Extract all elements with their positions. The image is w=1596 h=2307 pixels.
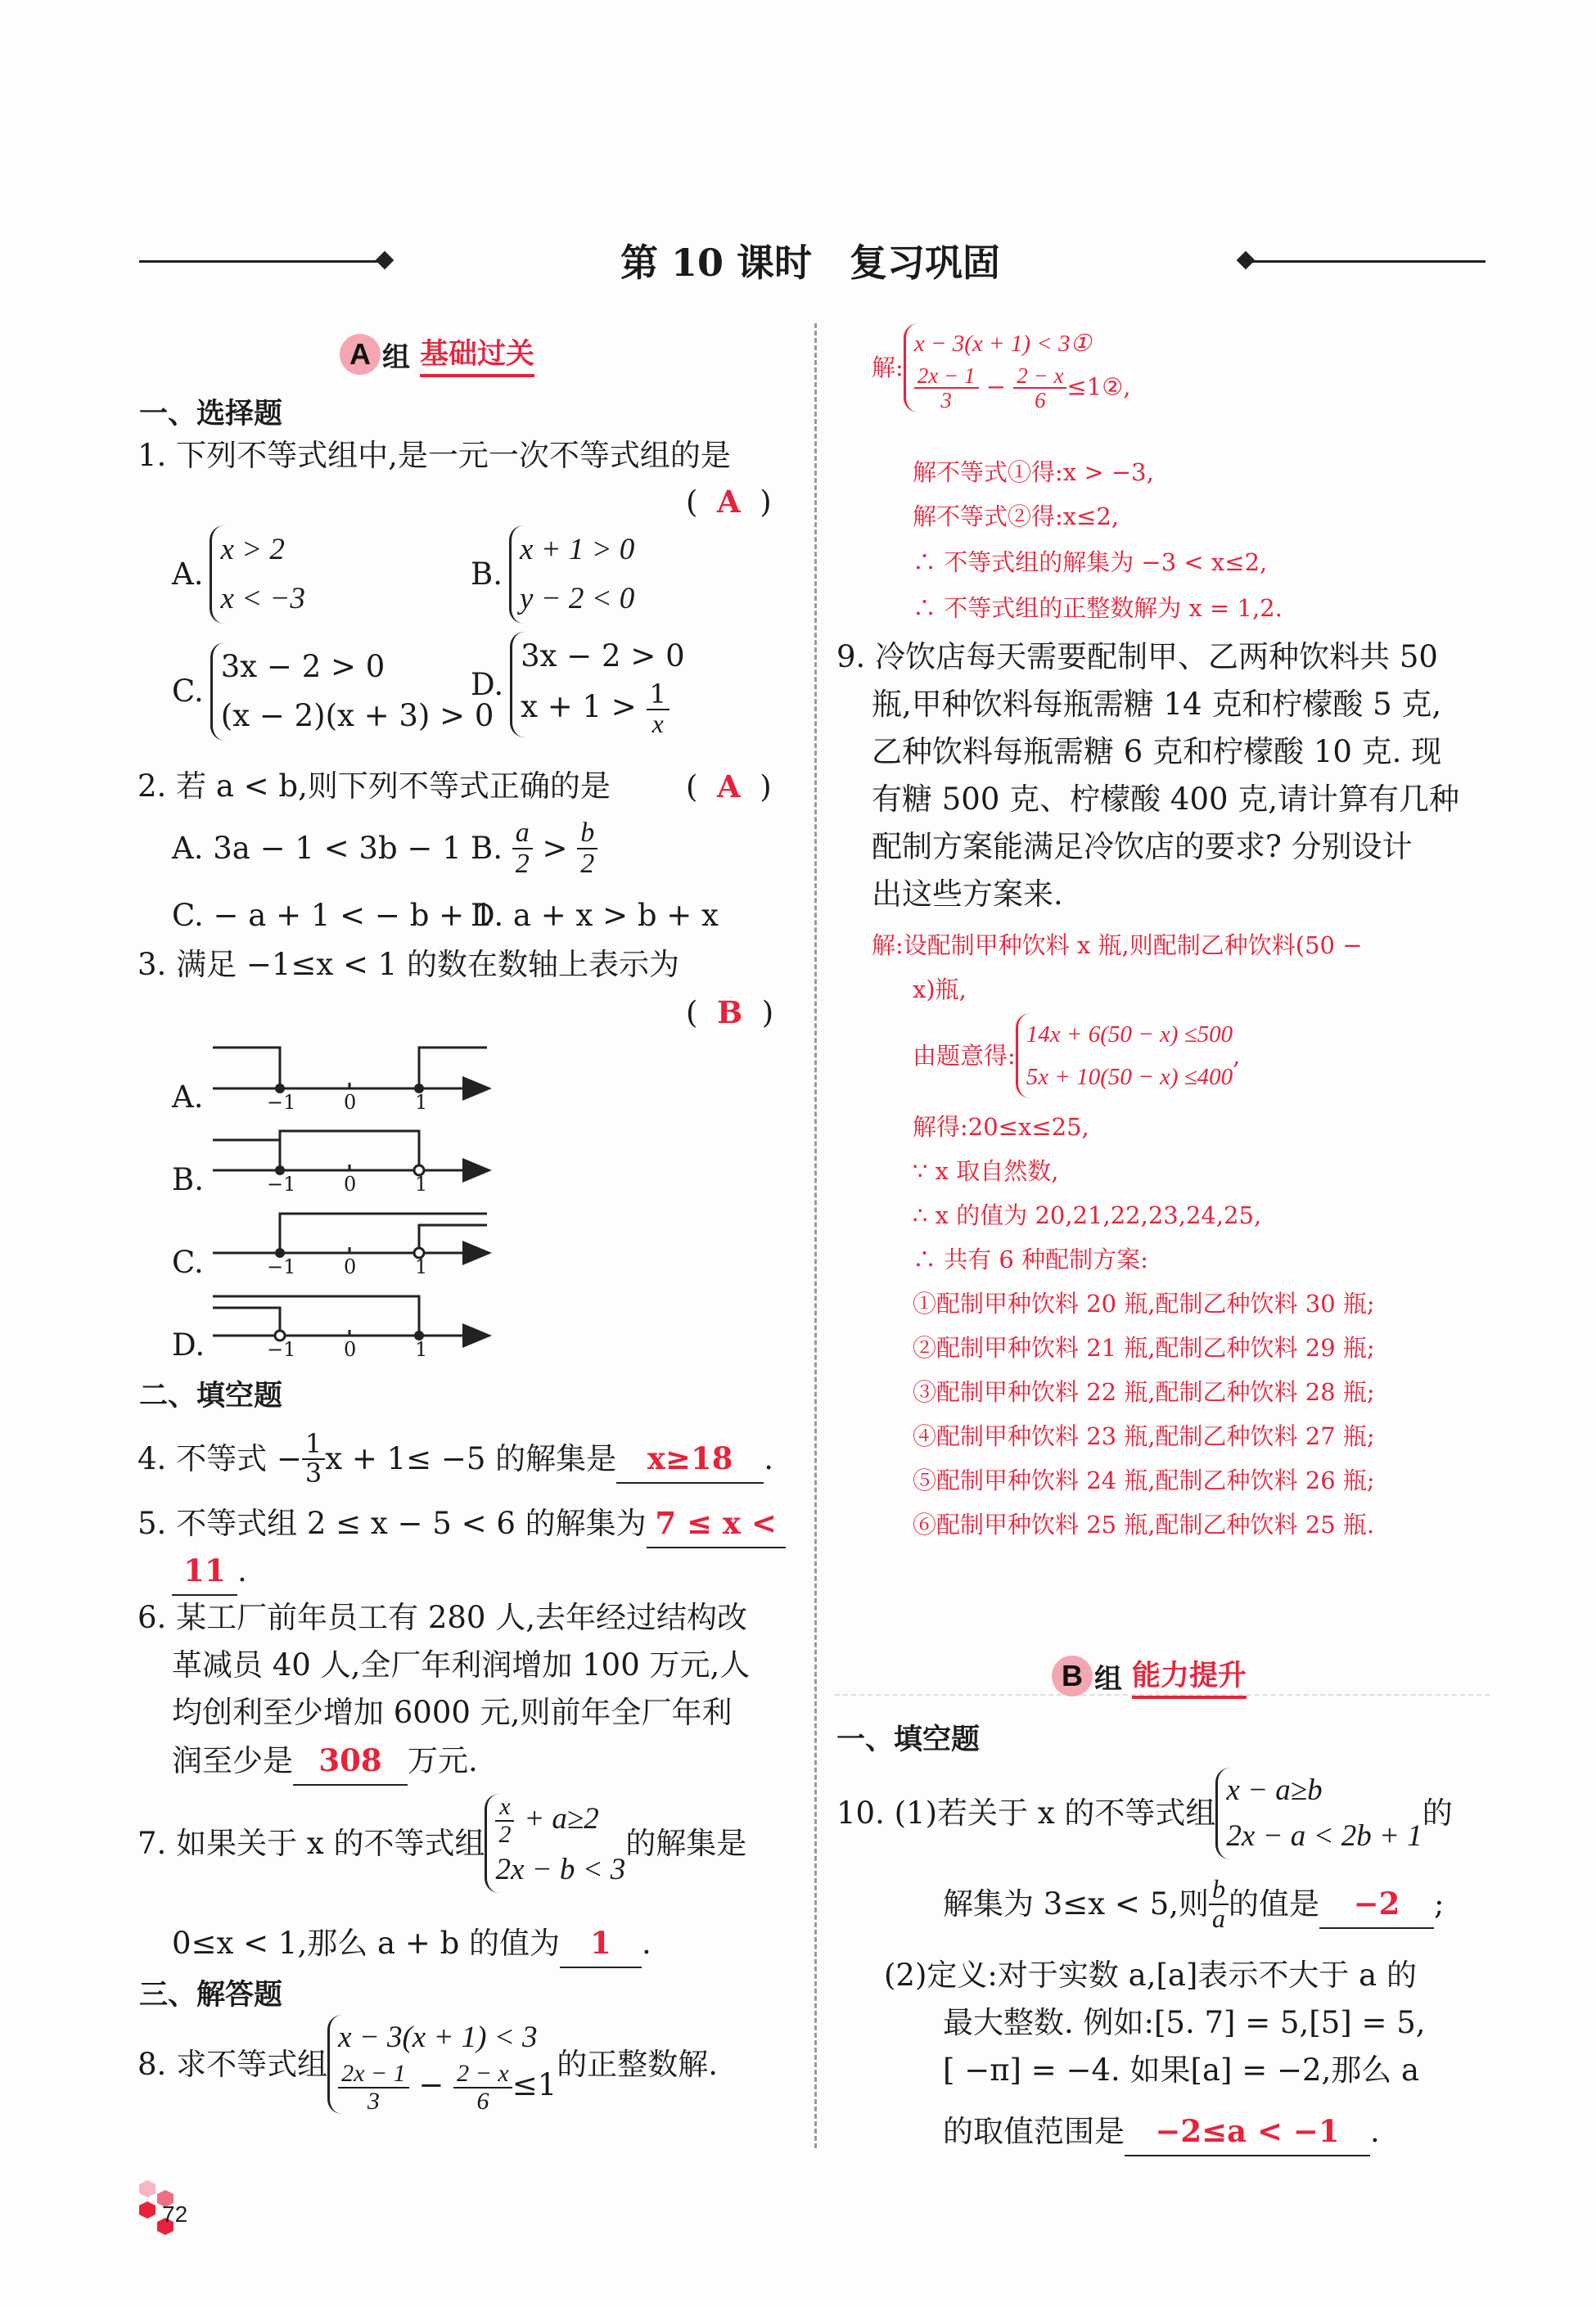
q8-rest: ≤1 xyxy=(512,2067,557,2102)
group-a-badge xyxy=(340,331,534,377)
q1-a-eq1: x > 2 xyxy=(220,533,285,566)
q8-solution-system: 解: x − 3(x + 1) < 3① $\frac{2x - 1}{3}$ − $\frac{2 - x}{6}$ ≤1②, xyxy=(872,323,1130,412)
q2-option-a: A. 3a − 1 < 3b − 1 xyxy=(172,831,462,866)
tick-1: 1 xyxy=(415,1173,428,1196)
q9-plan-4: ④配制甲种饮料 23 瓶,配制乙种饮料 27 瓶; xyxy=(913,1422,1375,1450)
q9-sys-comma: , xyxy=(1233,1042,1241,1070)
q8: 8. 求不等式组 x − 3(x + 1) < 3 $\frac{2x - 1}{3}$ − $\frac{2 - x}{6}$ ≤1 的正整数解. xyxy=(138,2015,718,2114)
q7-line2-text: 0≤x < 1,那么 a + b 的值为 xyxy=(172,1926,561,1961)
q10-part1-line2 xyxy=(943,1876,1444,1932)
group-b-letter: B xyxy=(1052,1656,1093,1696)
q1-stem: 1. 下列不等式组中,是一元一次不等式组的是 xyxy=(138,438,731,473)
q9-plan-6: ⑥配制甲种饮料 25 瓶,配制乙种饮料 25 瓶. xyxy=(913,1511,1375,1539)
numline-a xyxy=(213,1048,487,1093)
q9-step-4: ∴ 共有 6 种配制方案: xyxy=(913,1246,1148,1273)
q10-p2-line-4 xyxy=(943,2107,1380,2156)
header-line-left xyxy=(139,260,389,263)
q9-sol-1: 解:设配制甲种饮料 x 瓶,则配制乙种饮料(50 − xyxy=(872,931,1363,959)
q10-p1-line2-post: 的值是 xyxy=(1229,1886,1319,1922)
q8-step-3: ∴ 不等式组的解集为 −3 < x≤2, xyxy=(913,548,1268,576)
q9-step-1: 解得:20≤x≤25, xyxy=(913,1113,1089,1141)
q8-sol-f2-den: 6 xyxy=(1035,388,1046,413)
q7-eq2: 2x − b < 3 xyxy=(495,1853,626,1886)
section-choice: 一、选择题 xyxy=(139,398,283,430)
q7-eq1-rest: + a≥2 xyxy=(524,1802,599,1836)
q2-b-gt: > xyxy=(542,830,568,866)
q10-p1-line2-pre: 解集为 3≤x < 5,则 xyxy=(943,1886,1209,1922)
q9-plan-2: ②配制甲种饮料 21 瓶,配制乙种饮料 29 瓶; xyxy=(913,1334,1375,1362)
q3-ticks-a xyxy=(262,1091,467,1115)
group-a-letter: A xyxy=(340,334,381,375)
q6-pre: 润至少是 xyxy=(172,1743,293,1778)
q10-part1 xyxy=(836,1768,1453,1859)
q6-line-3: 均创利至少增加 6000 元,则前年全厂年利 xyxy=(172,1695,733,1730)
q8-pre: 8. 求不等式组 xyxy=(138,2046,328,2082)
q3-label-d: D. xyxy=(172,1327,205,1363)
q7-post: 的解集是 xyxy=(625,1825,747,1861)
section-fill: 二、填空题 xyxy=(139,1380,283,1413)
tick-0: 0 xyxy=(344,1255,357,1278)
q8-sol-f2-num: 2 − x xyxy=(1013,364,1066,389)
q2-stem: 2. 若 a < b,则下列不等式正确的是 xyxy=(138,768,611,804)
q8-f1-num: 2x − 1 xyxy=(338,2061,409,2088)
q4-answer: x≥18 xyxy=(616,1435,764,1484)
q10-p2-line-3: [ −π] = −4. 如果[a] = −2,那么 a xyxy=(943,2052,1420,2088)
q10-p1-eq2: 2x − a < 2b + 1 xyxy=(1226,1819,1422,1853)
q7-line2: 0≤x < 1,那么 a + b 的值为 1 . xyxy=(172,1919,651,1968)
q6-line-4 xyxy=(172,1737,478,1786)
q2-b-label: B. xyxy=(471,830,503,866)
q8-sol-eq1: x − 3(x + 1) < 3① xyxy=(913,331,1092,357)
q8-sol-f1-num: 2x − 1 xyxy=(914,364,979,389)
group-b-zu: 组 xyxy=(1094,1662,1122,1696)
q1-a-eq2: x < −3 xyxy=(220,582,305,615)
q7-pre: 7. 如果关于 x 的不等式组 xyxy=(138,1825,485,1861)
numline-d xyxy=(213,1296,487,1340)
q7-eq1-den: 2 xyxy=(498,1820,512,1848)
q3-label-b: B. xyxy=(172,1162,204,1197)
q4-den: 3 xyxy=(304,1457,322,1489)
q9-line-4: 有糖 500 克、柠檬酸 400 克,请计算有几种 xyxy=(872,782,1460,817)
q1-option-b: B. x + 1 > 0 y − 2 < 0 xyxy=(471,525,634,624)
q5-answer-1: 7 ≤ x < xyxy=(647,1499,786,1548)
q5-pre: 5. 不等式组 2 ≤ x − 5 < 6 的解集为 xyxy=(138,1506,647,1541)
q8-f1-den: 3 xyxy=(367,2087,380,2115)
q6-line-2: 革减员 40 人,全厂年利润增加 100 万元,人 xyxy=(172,1647,751,1683)
group-b-title: 能力提升 xyxy=(1132,1653,1247,1699)
q9-step-3: ∴ x 的值为 20,21,22,23,24,25, xyxy=(913,1201,1262,1229)
q10-p2-line-1: (2)定义:对于实数 a,[a]表示不大于 a 的 xyxy=(884,1958,1417,1993)
tick-0: 0 xyxy=(344,1338,357,1361)
q8-step-4: ∴ 不等式组的正整数解为 x = 1,2. xyxy=(913,594,1283,622)
q10-p1-end: ; xyxy=(1434,1886,1445,1922)
column-divider xyxy=(814,323,817,2148)
header-line-right xyxy=(1244,260,1486,263)
q2-b-den2: 2 xyxy=(580,848,595,879)
q3-number-lines xyxy=(205,1031,499,1375)
q8-step-2: 解不等式②得:x≤2, xyxy=(913,502,1120,530)
section-solve: 三、解答题 xyxy=(139,1979,283,2012)
q8-sol-f1-den: 3 xyxy=(940,388,952,413)
q8-f2-den: 6 xyxy=(476,2087,489,2115)
q10-p1-post: 的 xyxy=(1422,1796,1453,1831)
q2-b-den1: 2 xyxy=(515,848,530,879)
q10-p1-eq1: x − a≥b xyxy=(1226,1773,1323,1807)
q2-b-num2: b xyxy=(577,818,597,849)
tick-1: 1 xyxy=(415,1255,428,1278)
q7-answer: 1 xyxy=(560,1919,642,1968)
q3-stem: 3. 满足 −1≤x < 1 的数在数轴上表示为 xyxy=(138,947,680,982)
q1-option-c: C. 3x − 2 > 0 (x − 2)(x + 3) > 0 xyxy=(172,642,494,741)
q10-p2-pre: 的取值范围是 xyxy=(943,2114,1125,2149)
q1-c-eq1: 3x − 2 > 0 xyxy=(220,649,385,684)
q1-d-eq1: 3x − 2 > 0 xyxy=(521,638,685,674)
q9-sys-eq1: 14x + 6(50 − x) ≤500 xyxy=(1026,1021,1233,1048)
q10-p2-end: . xyxy=(1370,2114,1380,2149)
group-a-title: 基础过关 xyxy=(420,331,534,377)
q7-eq1-num: x xyxy=(495,1794,514,1822)
q8-f2-num: 2 − x xyxy=(453,2061,512,2088)
q9-line-5: 配制方案能满足冷饮店的要求? 分别设计 xyxy=(872,829,1413,864)
q9-plan-5: ⑤配制甲种饮料 24 瓶,配制乙种饮料 26 瓶; xyxy=(913,1467,1375,1494)
q6-answer: 308 xyxy=(293,1737,408,1786)
q8-step-1: 解不等式①得:x > −3, xyxy=(913,458,1154,486)
q1-b-eq2: y − 2 < 0 xyxy=(519,582,635,615)
q4: 4. 不等式 − $\frac{1}{3}$ x + 1≤ −5 的解集是 x≥18 . xyxy=(138,1428,773,1489)
q5 xyxy=(138,1499,786,1548)
q9-sys-eq2: 5x + 10(50 − x) ≤400 xyxy=(1026,1064,1233,1090)
q6-post: 万元. xyxy=(408,1743,478,1778)
q3-ticks-c xyxy=(262,1255,467,1280)
q4-post: x + 1≤ −5 的解集是 xyxy=(325,1440,617,1476)
q2-b-num1: a xyxy=(512,818,533,849)
q1-option-a: A. x > 2 x < −3 xyxy=(172,525,305,624)
q9-sys-label: 由题意得: xyxy=(913,1042,1016,1070)
q9-line-3: 乙种饮料每瓶需糖 6 克和柠檬酸 10 克. 现 xyxy=(872,734,1442,769)
page-number: 72 xyxy=(162,2201,188,2227)
q2-option-c: C. − a + 1 < − b + 1 xyxy=(172,898,494,933)
q1-option-d: D. 3x − 2 > 0 x + 1 > $\frac{1}{x}$ xyxy=(471,632,685,737)
numline-b xyxy=(213,1131,487,1175)
q6-line-1: 6. 某工厂前年员工有 280 人,去年经过结构改 xyxy=(138,1600,747,1635)
q10-p2-answer: −2≤a < −1 xyxy=(1125,2107,1370,2156)
q3-answer-bracket: ( B ) xyxy=(686,994,774,1030)
q9-plan-1: ①配制甲种饮料 20 瓶,配制乙种饮料 30 瓶; xyxy=(913,1290,1375,1318)
q4-num: 1 xyxy=(302,1431,325,1460)
q3-ticks-b xyxy=(262,1173,467,1197)
q10-p2-line-2: 最大整数. 例如:[5. 7] = 5,[5] = 5, xyxy=(943,2005,1426,2040)
tick-1: 1 xyxy=(415,1091,428,1114)
q2-option-b xyxy=(471,818,597,878)
q7 xyxy=(138,1794,746,1893)
q8-sol-rest: ≤1②, xyxy=(1066,372,1131,401)
q10-p1-pre: 10. (1)若关于 x 的不等式组 xyxy=(836,1796,1216,1831)
q9-sol-2: x)瓶, xyxy=(913,976,967,1003)
q8-eq1: x − 3(x + 1) < 3 xyxy=(338,2021,538,2054)
q1-b-eq1: x + 1 > 0 xyxy=(519,533,635,566)
q5-answer-2: 11 xyxy=(172,1547,237,1596)
tick-0: 0 xyxy=(344,1091,357,1114)
tick-0: 0 xyxy=(344,1173,357,1196)
q8-post: 的正整数解. xyxy=(557,2046,719,2082)
q9-system xyxy=(913,1013,1240,1098)
group-b-badge xyxy=(1052,1653,1247,1699)
group-a-zu: 组 xyxy=(382,340,410,374)
tick-neg1: −1 xyxy=(267,1338,296,1361)
header-diamond-left xyxy=(376,251,394,270)
q2-option-d: D. a + x > b + x xyxy=(471,898,719,933)
q9-step-2: ∵ x 取自然数, xyxy=(913,1157,1059,1185)
tick-neg1: −1 xyxy=(267,1173,296,1196)
q3-label-a: A. xyxy=(172,1079,204,1115)
q3-answer: B xyxy=(716,994,743,1030)
numline-c xyxy=(213,1214,487,1258)
q1-d-eq2: x + 1 > xyxy=(521,689,637,725)
q2-answer: A xyxy=(716,768,741,804)
q9-line-1: 9. 冷饮店每天需要配制甲、乙两种饮料共 50 xyxy=(836,639,1438,674)
q3-ticks-d xyxy=(262,1338,467,1363)
q10-p1-frac-num: b xyxy=(1209,1876,1229,1905)
q1-answer: A xyxy=(716,484,741,520)
page-title: 第 10 课时 复习巩固 xyxy=(620,241,1001,285)
q3-label-c: C. xyxy=(172,1245,204,1280)
q9-plan-3: ③配制甲种饮料 22 瓶,配制乙种饮料 28 瓶; xyxy=(913,1378,1375,1406)
q9-line-6: 出这些方案来. xyxy=(872,876,1063,912)
q1-answer-bracket: ( A ) xyxy=(686,484,772,520)
q9-line-2: 瓶,甲种饮料每瓶需糖 14 克和柠檬酸 5 克, xyxy=(872,687,1442,722)
tick-neg1: −1 xyxy=(267,1255,296,1278)
q10-p1-answer: −2 xyxy=(1319,1880,1434,1929)
q2-answer-bracket: ( A ) xyxy=(686,768,772,804)
tick-1: 1 xyxy=(415,1338,428,1361)
q4-pre: 4. 不等式 − xyxy=(138,1440,302,1476)
tick-neg1: −1 xyxy=(267,1091,296,1114)
q1-c-eq2: (x − 2)(x + 3) > 0 xyxy=(220,698,494,733)
q10-p1-frac-den: a xyxy=(1212,1903,1225,1933)
q5-line2: 11 . xyxy=(172,1547,247,1596)
section-fill-b: 一、填空题 xyxy=(836,1723,981,1756)
q8-sol-label: 解: xyxy=(872,354,904,382)
